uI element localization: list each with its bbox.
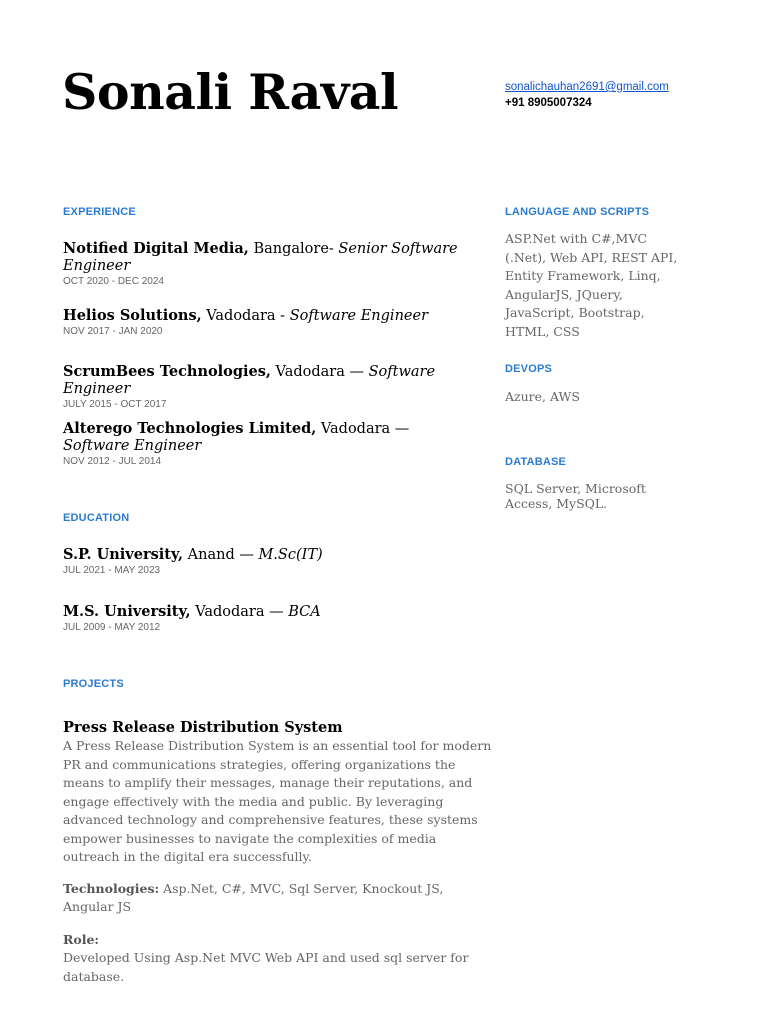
role-value: Developed Using Asp.Net MVC Web API and used sql server for database. [63,950,469,984]
employer: Alterego Technologies Limited, [63,420,317,437]
location: Vadodara — [316,421,410,437]
education-item [63,546,463,577]
location: Anand — [183,547,259,563]
job-role: Software Engineer [63,364,436,397]
location: Vadodara — [190,604,289,620]
job-dates: NOV 2012 - JUL 2014 [63,456,162,467]
section-database-heading: DATABASE [505,456,567,468]
role-label: Role: [63,931,100,947]
devops-text: Azure, AWS [505,389,580,404]
section-experience-heading: EXPERIENCE [63,206,136,218]
experience-item [63,307,463,338]
candidate-name: Sonali Raval [62,63,399,121]
section-education-heading: EDUCATION [63,512,130,524]
section-projects-heading: PROJECTS [63,678,124,690]
job-dates: JULY 2015 - OCT 2017 [63,399,167,410]
job-role: Software Engineer [63,438,202,454]
job-dates: OCT 2020 - DEC 2024 [63,276,164,287]
job-dates: NOV 2017 - JAN 2020 [63,326,163,337]
degree: M.Sc(IT) [258,547,323,563]
employer: Helios Solutions, [63,307,202,324]
project-item [63,719,503,986]
languages-text: ASP.Net with C#,MVC (.Net), Web API, REST API, Entity Framework, Linq, AngularJS, JQuery, JavaScript, Bootstrap, HTML, CSS [505,231,678,339]
location: Bangalore- [248,241,339,257]
education-item [63,603,463,634]
technologies-value: Asp.Net, C#, MVC, Sql Server, Knockout JS, Angular JS [63,880,444,914]
experience-item [63,363,483,411]
project-description: A Press Release Distribution System is an essential tool for modern PR and communications strategies, offering organizations the means to amplify their messages, manage their reputations, and engage effectively with the media and public. By leveraging advanced technology and comprehensive features, these systems empower businesses to navigate the complexities of media outreach in the digital era successfully. [63,738,492,864]
employer: Notified Digital Media, [63,240,249,257]
project-technologies [63,880,493,917]
location: Vadodara - [201,308,290,324]
project-title: Press Release Distribution System [63,719,343,736]
job-role: Software Engineer [289,308,428,324]
contact-block [505,79,669,111]
experience-item [63,420,443,468]
institution: M.S. University, [63,603,191,620]
project-role [63,931,493,987]
technologies-label: Technologies: [63,880,160,896]
location: Vadodara — [270,364,369,380]
education-dates: JUL 2009 - MAY 2012 [63,622,161,633]
phone-number: +91 8905007324 [505,97,592,109]
database-text: SQL Server, Microsoft Access, MySQL. [505,481,646,511]
institution: S.P. University, [63,546,184,563]
section-languages-heading: LANGUAGE AND SCRIPTS [505,206,650,218]
job-role: Senior Software Engineer [63,241,458,274]
employer: ScrumBees Technologies, [63,363,271,380]
section-devops-heading: DEVOPS [505,363,553,375]
email-link[interactable]: sonalichauhan2691@gmail.com [505,81,669,93]
degree: BCA [288,604,321,620]
experience-item [63,240,463,288]
education-dates: JUL 2021 - MAY 2023 [63,565,161,576]
